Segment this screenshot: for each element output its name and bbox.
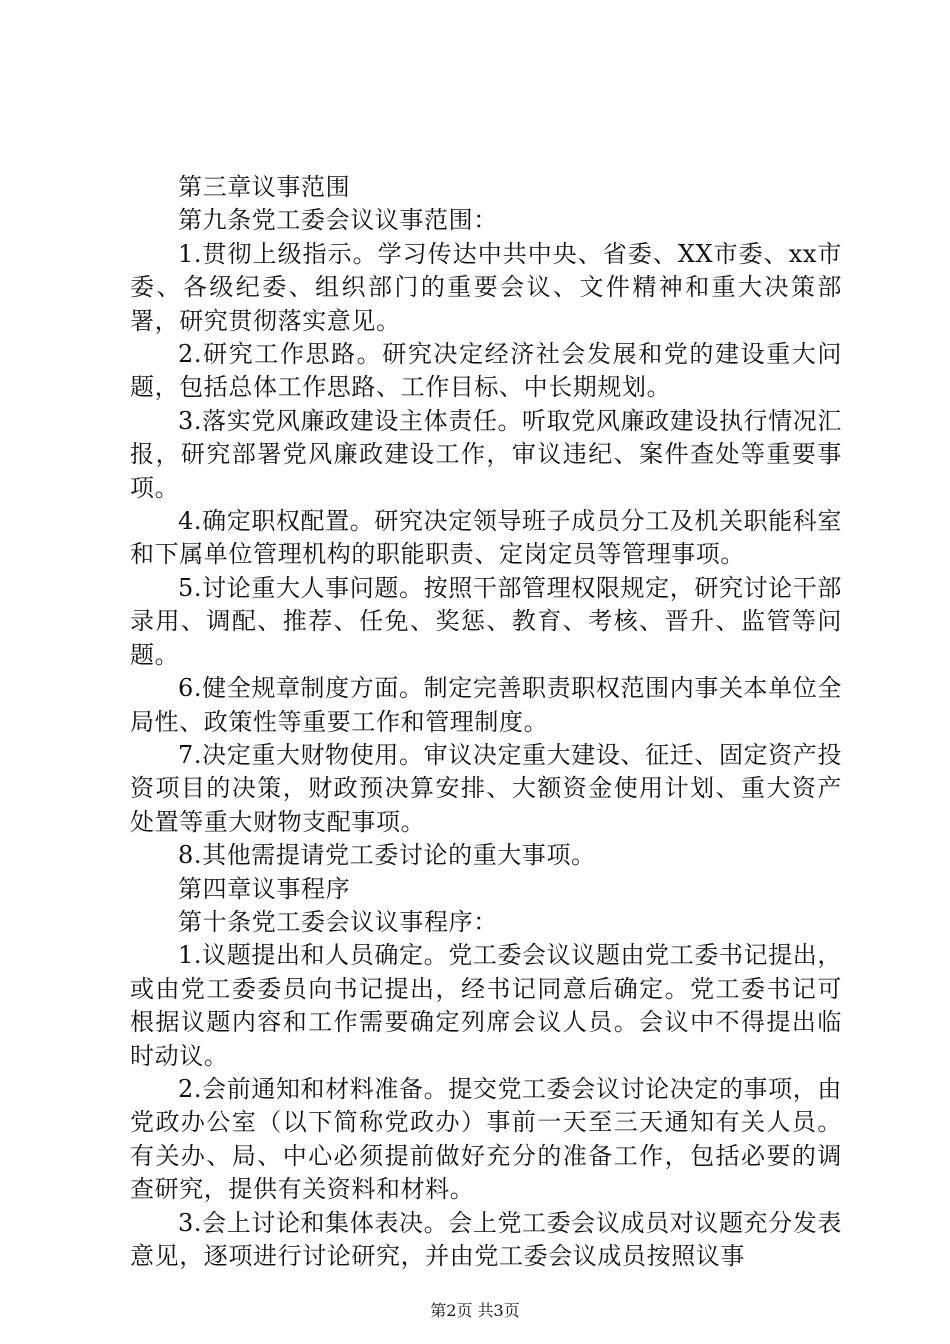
list-item: 8.其他需提请党工委讨论的重大事项。 (178, 841, 596, 870)
list-item: 6.健全规章制度方面。制定完善职责职权范围内事关本单位全局性、政策性等重要工作和管理制度。 (130, 674, 842, 736)
list-item: 7.决定重大财物使用。审议决定重大建设、征迁、固定资产投资项目的决策，财政预决算安排、大额资金使用计划、重大资产处置等重大财物支配事项。 (130, 740, 842, 836)
document-body (130, 171, 842, 1273)
list-item: 4.确定职权配置。研究决定领导班子成员分工及机关职能科室和下属单位管理机构的职能职责、定岗定员等管理事项。 (130, 507, 842, 569)
list-item: 3.会上讨论和集体表决。会上党工委会议成员对议题充分发表意见，逐项进行讨论研究，并由党工委会议成员按照议事 (130, 1208, 842, 1270)
article-heading: 第十条党工委会议议事程序： (178, 907, 498, 936)
chapter-heading: 第三章议事范围 (178, 173, 351, 201)
list-item: 2.会前通知和材料准备。提交党工委会议讨论决定的事项，由党政办公室（以下简称党政办）事前一天至三天通知有关人员。有关办、局、中心必须提前做好充分的准备工作，包括必要的调查研究，提供有关资料和材料。 (130, 1074, 842, 1204)
list-item: 1.贯彻上级指示。学习传达中共中央、省委、XX市委、xx市委、各级纪委、组织部门的重要会议、文件精神和重大决策部署，研究贯彻落实意见。 (130, 239, 842, 335)
chapter-heading: 第四章议事程序 (178, 874, 351, 903)
list-item: 3.落实党风廉政建设主体责任。听取党风廉政建设执行情况汇报，研究部署党风廉政建设工作，审议违纪、案件查处等重要事项。 (130, 406, 842, 502)
list-item: 2.研究工作思路。研究决定经济社会发展和党的建设重大问题，包括总体工作思路、工作目标、中长期规划。 (130, 340, 842, 402)
article-heading: 第九条党工委会议议事范围： (178, 206, 498, 235)
list-item: 5.讨论重大人事问题。按照干部管理权限规定，研究讨论干部录用、调配、推荐、任免、奖惩、教育、考核、晋升、监管等问题。 (130, 573, 842, 669)
page-number-footer: 第2页 共3页 (430, 1301, 520, 1320)
list-item: 1.议题提出和人员确定。党工委会议议题由党工委书记提出，或由党工委委员向书记提出，经书记同意后确定。党工委书记可根据议题内容和工作需要确定列席会议人员。会议中不得提出临时动议。 (130, 941, 842, 1070)
